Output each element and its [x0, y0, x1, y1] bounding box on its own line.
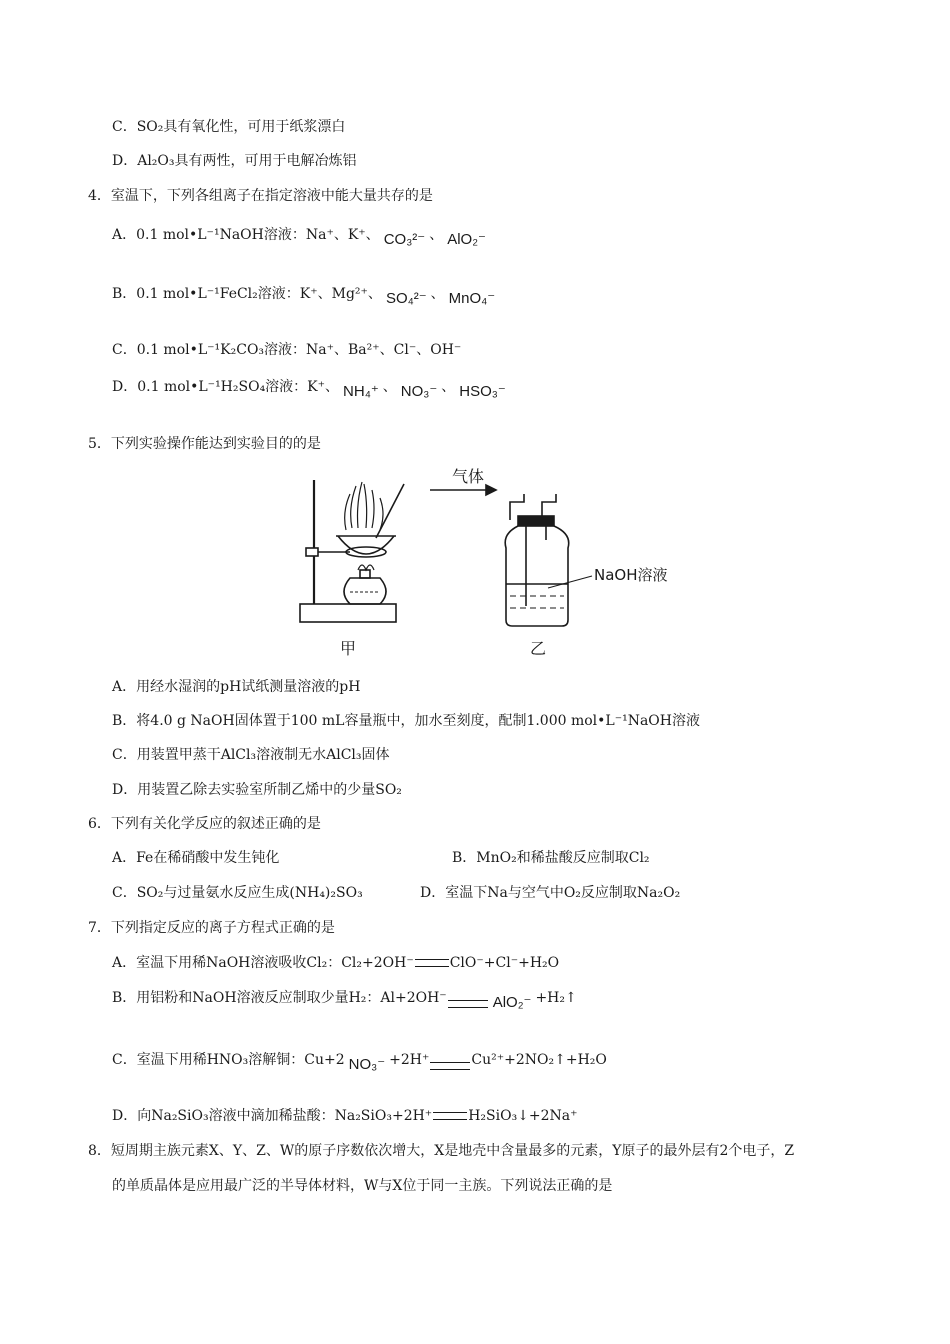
q7-option-d-right: H₂SiO₃↓+2Na⁺ [468, 1108, 578, 1124]
apparatus-diagram [296, 464, 686, 664]
naoh-solution-label: NaOH溶液 [594, 566, 668, 584]
q7-option-a [112, 953, 559, 973]
glass-rod [376, 484, 404, 538]
clamp [306, 548, 318, 556]
q7-option-c-mid: +2H⁺ [389, 1052, 430, 1068]
q5-stem: 5．下列实验操作能达到实验目的的是 [88, 436, 321, 452]
q7-option-b [112, 988, 577, 1011]
q6-option-c: C．SO₂与过量氨水反应生成(NH₄)₂SO₃ [112, 885, 363, 901]
q5-apparatus-figure [296, 464, 686, 664]
q8-stem-line-2: 的单质晶体是应用最广泛的半导体材料，W与X位于同一主族。下列说法正确的是 [112, 1178, 613, 1194]
q7-option-a-left: A．室温下用稀NaOH溶液吸收Cl₂：Cl₂+2OH⁻ [112, 955, 414, 971]
equals-sign [415, 959, 449, 967]
gas-label: 气体 [452, 467, 485, 486]
q4-option-d-text: D．0.1 mol•L⁻¹H₂SO₄溶液：K⁺、 [112, 379, 340, 395]
q7-option-b-right: +H₂↑ [535, 990, 577, 1006]
equals-sign [433, 1112, 467, 1120]
q7-option-b-left: B．用铝粉和NaOH溶液反应制取少量H₂：Al+2OH⁻ [112, 990, 447, 1006]
apparatus-jia [300, 480, 404, 622]
q4-option-d-ion-3: HSO₃⁻ [459, 383, 506, 400]
q5-option-d: D．用装置乙除去实验室所制乙烯中的少量SO₂ [112, 782, 402, 798]
q7-option-a-right: ClO⁻+Cl⁻+H₂O [449, 955, 560, 971]
stand-base [300, 604, 396, 622]
q5-option-c: C．用装置甲蒸干AlCl₃溶液制无水AlCl₃固体 [112, 747, 390, 763]
gas-arrow-head [486, 485, 496, 495]
q4-option-a-ion-1: CO₃²⁻ [383, 231, 426, 248]
q4-option-a-ion-2: AlO₂⁻ [447, 231, 486, 248]
q4-option-b: B．0.1 mol•L⁻¹FeCl₂溶液：K⁺、Mg²⁺、 SO₄²⁻ 、 MnO₄⁻ [112, 286, 496, 307]
lamp-wick-holder [360, 570, 370, 578]
vapor-lines [345, 482, 383, 530]
q4-option-d-ion-1: NH₄⁺ [343, 383, 379, 400]
caption-jia: 甲 [340, 639, 357, 658]
caption-yi: 乙 [530, 639, 547, 658]
q7-option-c-right: Cu²⁺+2NO₂↑+H₂O [471, 1052, 607, 1068]
q6-stem: 6．下列有关化学反应的叙述正确的是 [88, 816, 321, 832]
q7-option-b-ion: AlO₂⁻ [492, 994, 532, 1011]
q7-option-d-left: D．向Na₂SiO₃溶液中滴加稀盐酸：Na₂SiO₃+2H⁺ [112, 1108, 433, 1124]
q3-option-d: D．Al₂O₃具有两性，可用于电解冶炼铝 [112, 153, 357, 169]
q8-stem-line-1: 8．短周期主族元素X、Y、Z、W的原子序数依次增大，X是地壳中含量最多的元素，Y原子的最外层有2个电子，Z [88, 1143, 795, 1159]
ring [346, 547, 386, 557]
q5-option-b: B．将4.0 g NaOH固体置于100 mL容量瓶中，加水至刻度，配制1.000 mol•L⁻¹NaOH溶液 [112, 713, 700, 729]
q4-option-d-ion-2: NO₃⁻ [400, 383, 438, 400]
solution-leader-line [548, 576, 592, 588]
q4-option-b-ion-1: SO₄²⁻ [385, 290, 427, 307]
q4-stem: 4．室温下，下列各组离子在指定溶液中能大量共存的是 [88, 188, 433, 204]
q4-option-a-text: A．0.1 mol•L⁻¹NaOH溶液：Na⁺、K⁺、 [112, 227, 380, 243]
q4-option-b-ion-2: MnO₄⁻ [448, 290, 496, 307]
q7-option-d [112, 1106, 578, 1126]
q4-option-d: D．0.1 mol•L⁻¹H₂SO₄溶液：K⁺、 NH₄⁺ 、 NO₃⁻ 、 HSO₃⁻ [112, 379, 506, 400]
equals-sign [430, 1062, 470, 1070]
apparatus-yi [430, 485, 592, 626]
q7-option-c-ion: NO₃⁻ [348, 1056, 386, 1073]
q4-option-c: C．0.1 mol•L⁻¹K₂CO₃溶液：Na⁺、Ba²⁺、Cl⁻、OH⁻ [112, 342, 462, 358]
q7-option-c [112, 1050, 607, 1073]
q4-option-b-text: B．0.1 mol•L⁻¹FeCl₂溶液：K⁺、Mg²⁺、 [112, 286, 382, 302]
q3-option-c: C．SO₂具有氧化性，可用于纸浆漂白 [112, 119, 346, 135]
stopper [518, 516, 554, 526]
q7-stem: 7．下列指定反应的离子方程式正确的是 [88, 920, 335, 936]
q7-option-c-left: C．室温下用稀HNO₃溶解铜：Cu+2 [112, 1052, 345, 1068]
q6-option-b: B．MnO₂和稀盐酸反应制取Cl₂ [452, 850, 650, 866]
q6-option-d: D．室温下Na与空气中O₂反应制取Na₂O₂ [420, 885, 681, 901]
q6-option-a: A．Fe在稀硝酸中发生钝化 [112, 850, 280, 866]
bottle [505, 526, 569, 626]
equals-sign [448, 1000, 488, 1008]
q4-option-a: A．0.1 mol•L⁻¹NaOH溶液：Na⁺、K⁺、 CO₃²⁻ 、 AlO₂⁻ [112, 227, 486, 248]
alcohol-lamp [344, 578, 386, 604]
q5-option-a: A．用经水湿润的pH试纸测量溶液的pH [112, 679, 361, 695]
